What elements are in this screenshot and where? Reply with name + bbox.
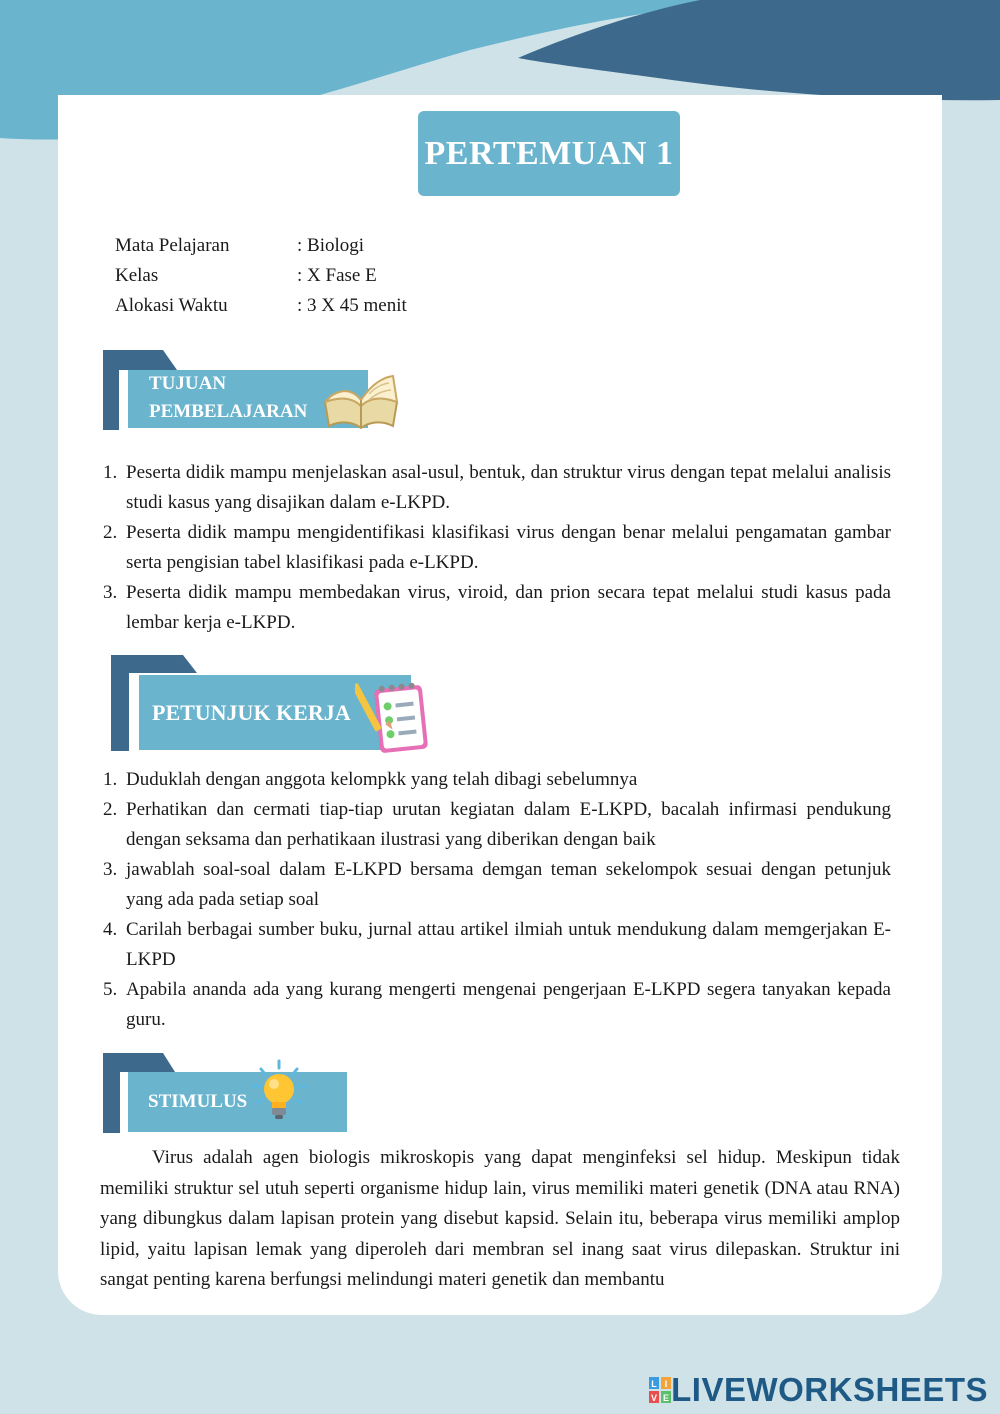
info-value: : X Fase E bbox=[297, 265, 377, 286]
liveworksheets-logo[interactable] bbox=[649, 1371, 988, 1409]
checklist-clipboard-icon bbox=[355, 679, 435, 755]
info-value: : Biologi bbox=[297, 235, 365, 256]
subject-info bbox=[115, 231, 407, 321]
list-number: 3. bbox=[103, 582, 118, 603]
info-value: : 3 X 45 menit bbox=[297, 295, 407, 316]
info-row-time bbox=[115, 291, 407, 321]
section-heading-stimulus bbox=[103, 1053, 363, 1135]
logo-letter: I bbox=[664, 1379, 668, 1389]
list-item bbox=[103, 765, 891, 795]
list-item bbox=[103, 975, 891, 1035]
list-number: 3. bbox=[103, 859, 118, 880]
list-text: jawablah soal-soal dalam E-LKPD bersama demgan teman sekelompok sesuai dengan petunjuk yang ada pada setiap soal bbox=[126, 859, 891, 910]
list-number: 2. bbox=[103, 799, 118, 820]
info-label: Mata Pelajaran bbox=[115, 235, 230, 256]
list-text: Duduklah dengan anggota kelompkk yang telah dibagi sebelumnya bbox=[126, 769, 638, 790]
info-label: Kelas bbox=[115, 265, 159, 286]
page-title: PERTEMUAN 1 bbox=[418, 111, 680, 196]
list-text: Peserta didik mampu mengidentifikasi klasifikasi virus dengan benar melalui pengamatan gambar serta pengisian tabel klasifikasi pada e-LKPD. bbox=[126, 522, 891, 573]
list-text: Perhatikan dan cermati tiap-tiap urutan kegiatan dalam E-LKPD, bacalah infirmasi pendukung dengan seksama dan perhatikaan ilustrasi yang diberikan dengan baik bbox=[126, 799, 891, 850]
list-item bbox=[103, 458, 891, 518]
section-heading-tujuan bbox=[103, 350, 403, 432]
open-book-icon bbox=[321, 366, 401, 432]
info-row-subject bbox=[115, 231, 407, 261]
heading-text-line2: PEMBELAJARAN bbox=[149, 401, 308, 422]
liveworksheets-logo-text: LIVEWORKSHEETS bbox=[671, 1371, 988, 1408]
section-heading-petunjuk bbox=[111, 655, 441, 755]
list-item bbox=[103, 518, 891, 578]
list-text: Carilah berbagai sumber buku, jurnal attau artikel ilmiah untuk mendukung dalam memgerjakan E-LKPD bbox=[126, 919, 891, 970]
list-text: Apabila ananda ada yang kurang mengerti mengenai pengerjaan E-LKPD segera tanyakan kepada guru. bbox=[126, 979, 891, 1030]
logo-letter: E bbox=[663, 1393, 670, 1403]
heading-bar: STIMULUS bbox=[128, 1072, 347, 1132]
info-row-class bbox=[115, 261, 407, 291]
logo-letter: L bbox=[651, 1379, 657, 1389]
list-number: 1. bbox=[103, 462, 118, 483]
list-text: Peserta didik mampu menjelaskan asal-usul, bentuk, dan struktur virus dengan tepat melalui analisis studi kasus yang disajikan dalam e-LKPD. bbox=[126, 462, 891, 513]
list-number: 4. bbox=[103, 919, 118, 940]
list-item bbox=[103, 578, 891, 638]
learning-objectives-list bbox=[103, 458, 891, 638]
list-number: 2. bbox=[103, 522, 118, 543]
list-number: 1. bbox=[103, 769, 118, 790]
stimulus-paragraph: Virus adalah agen biologis mikroskopis yang dapat menginfeksi sel hidup. Meskipun tidak memiliki struktur sel utuh seperti organisme hidup lain, virus memiliki materi genetik (DNA atau RNA) yang dibungkus dalam lapisan protein yang disebut kapsid. Selain itu, beberapa virus memiliki amplop lipid, yaitu lapisan lemak yang diperoleh dari membran sel inang saat virus dilepaskan. Struktur ini sangat penting karena berfungsi melindungi materi genetik dan membantu bbox=[100, 1147, 900, 1290]
heading-bar: PETUNJUK KERJA bbox=[139, 675, 411, 750]
heading-text-line1: TUJUAN bbox=[149, 373, 227, 394]
list-item bbox=[103, 855, 891, 915]
work-instructions-list bbox=[103, 765, 891, 1035]
list-item bbox=[103, 795, 891, 855]
list-item bbox=[103, 915, 891, 975]
list-number: 5. bbox=[103, 979, 118, 1000]
lightbulb-icon bbox=[249, 1059, 309, 1125]
logo-letter: V bbox=[651, 1393, 658, 1403]
info-label: Alokasi Waktu bbox=[115, 295, 228, 316]
liveworksheets-logo-icon bbox=[649, 1377, 671, 1403]
list-text: Peserta didik mampu membedakan virus, viroid, dan prion secara tepat melalui studi kasus pada lembar kerja e-LKPD. bbox=[126, 582, 891, 633]
